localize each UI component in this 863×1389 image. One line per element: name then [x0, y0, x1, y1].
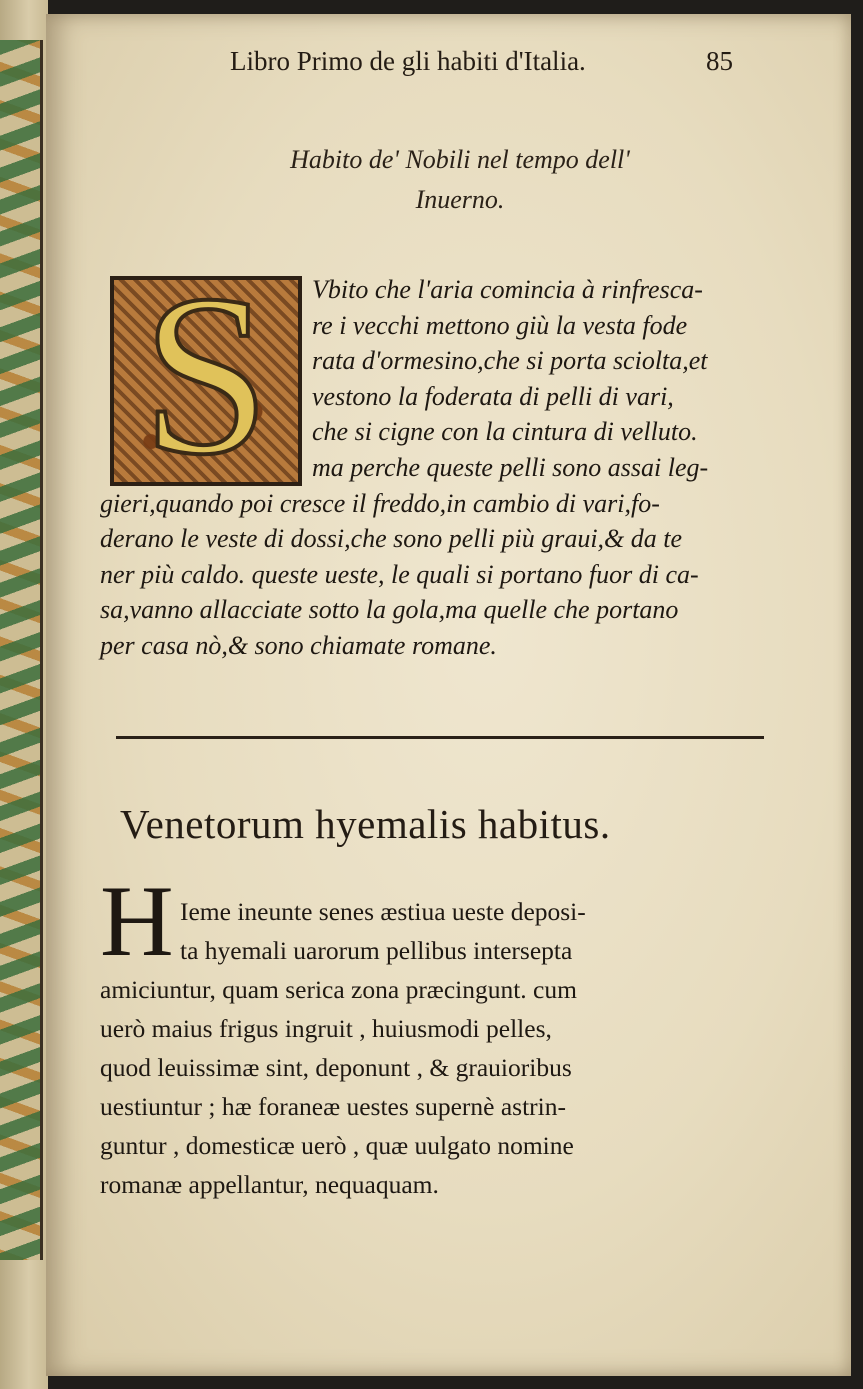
text-line: Ieme ineunte senes æstiua ueste deposi-	[180, 897, 586, 926]
section-heading-line: Habito de' Nobili nel tempo dell'	[290, 145, 630, 174]
text-line: gieri,quando poi cresce il freddo,in cambio di vari,fo-	[100, 488, 660, 518]
text-line: derano le veste di dossi,che sono pelli più graui,& da te	[100, 524, 683, 554]
text-line: amiciuntur, quam serica zona præcingunt. cum	[100, 975, 577, 1004]
text-line: per casa nò,& sono chiamate romane.	[100, 630, 497, 660]
section-heading	[200, 140, 720, 220]
running-title: Libro Primo de gli habiti d'Italia.	[230, 46, 586, 76]
text-line: uestiuntur ; hæ foraneæ uestes supernè astrin-	[100, 1092, 566, 1121]
text-line: sa,vanno allacciate sotto la gola,ma quelle che portano	[100, 595, 679, 625]
text-line: ta hyemali uarorum pellibus intersepta	[180, 936, 573, 965]
text-line: ma perche queste pelli sono assai leg-	[312, 452, 709, 482]
latin-heading: Venetorum hyemalis habitus.	[120, 801, 611, 847]
latin-initial: H	[100, 865, 174, 978]
decorated-initial-letter: S	[142, 247, 270, 502]
running-head	[230, 46, 790, 86]
text-line: ner più caldo. queste ueste, le quali si portano fuor di ca-	[100, 559, 699, 589]
horizontal-rule	[116, 736, 764, 739]
text-line: guntur , domesticæ uerò , quæ uulgato nomine	[100, 1131, 574, 1160]
decorative-border	[0, 40, 43, 1260]
text-line: quod leuissimæ sint, deponunt , & grauioribus	[100, 1053, 572, 1082]
text-line: vestono la foderata di pelli di vari,	[312, 381, 674, 411]
page-number: 85	[706, 46, 733, 76]
text-line: Vbito che l'aria comincia à rinfresca-	[312, 275, 703, 304]
text-line: rata d'ormesino,che si porta sciolta,et	[312, 346, 708, 376]
facing-page-edge	[0, 0, 48, 1389]
text-line: che si cigne con la cintura di velluto.	[312, 417, 698, 447]
text-line: romanæ appellantur, nequaquam.	[100, 1170, 439, 1199]
text-line: uerò maius frigus ingruit , huiusmodi pelles,	[100, 1014, 552, 1043]
section-heading-line: Inuerno.	[415, 185, 505, 214]
text-line: re i vecchi mettono giù la vesta fode	[312, 310, 688, 340]
italian-paragraph	[100, 247, 800, 664]
latin-paragraph	[100, 892, 770, 1204]
